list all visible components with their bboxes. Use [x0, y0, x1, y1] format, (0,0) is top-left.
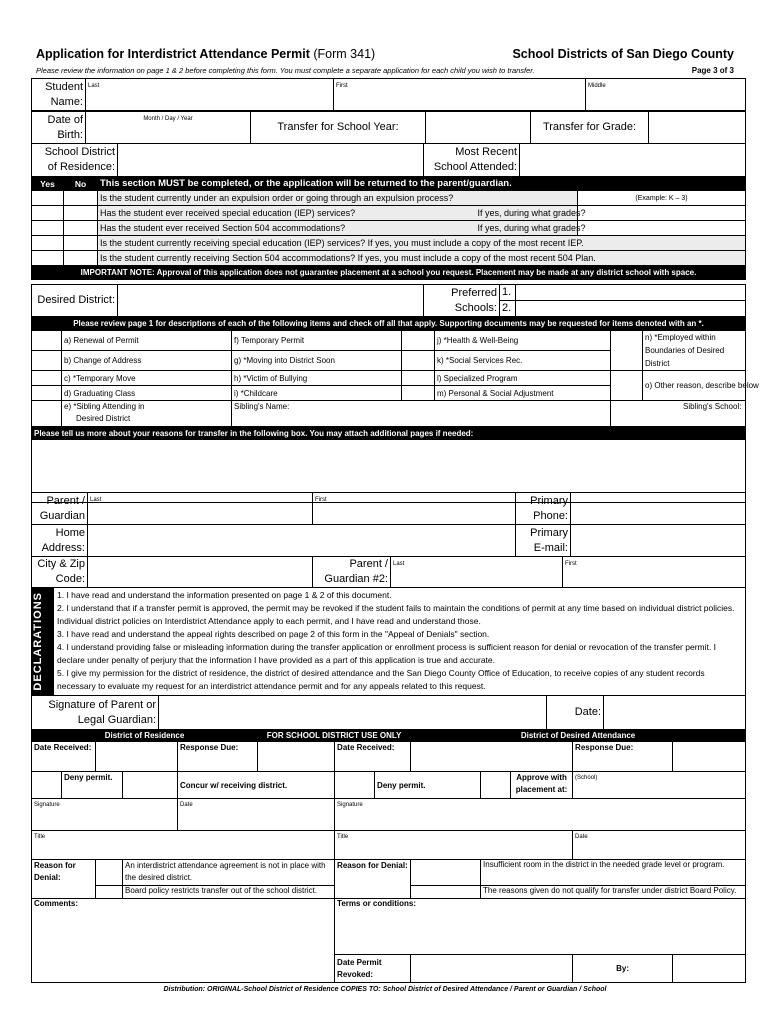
- response-due-label-right: Response Due:: [573, 742, 673, 772]
- sibling-name-field[interactable]: Sibling's Name:: [232, 401, 611, 427]
- page-number: Page 3 of 3: [691, 66, 734, 75]
- student-middle-field[interactable]: Middle: [586, 79, 746, 111]
- desired-district-field[interactable]: [118, 285, 424, 317]
- approve-school-field[interactable]: (School): [573, 772, 746, 799]
- signature-date-label: Date:: [547, 696, 604, 730]
- reason-denial-label-right: Reason for Denial:: [335, 860, 411, 899]
- reason-d-checkbox[interactable]: [32, 386, 62, 401]
- sibling-school-field[interactable]: Sibling's School:: [611, 401, 746, 427]
- reason-l-label: l) Specialized Program: [435, 371, 611, 386]
- home-address-label: Home Address:: [32, 525, 88, 557]
- parent2-first-field[interactable]: First: [563, 557, 746, 588]
- left-reason-1: An interdistrict attendance agreement is not in place with the desired district.: [123, 860, 335, 886]
- date-field-left[interactable]: Date: [178, 799, 335, 831]
- q5-text: Is the student currently receiving Section 504 accommodations? If yes, you must include a copy of the most recent 504 Plan.: [98, 251, 746, 266]
- desired-table: [31, 284, 746, 317]
- revoked-field[interactable]: [411, 955, 573, 983]
- date-received-label-left: Date Received:: [32, 742, 96, 772]
- q1-text: Is the student currently under an expulsion order or going through an expulsion process?: [98, 191, 578, 206]
- reason-i-label: i) *Childcare: [232, 386, 402, 401]
- concur-label: Concur w/ receiving district.: [178, 772, 335, 799]
- declaration-5: 5. I give my permission for the district of residence, the district of desired attendance and the San Diego County Office of Education, to receive copies of any student records necessary to evaluate my request for an interdistrict attendance permit and for any appeals related to this request.: [57, 668, 705, 691]
- q2-no-box[interactable]: [64, 206, 98, 221]
- transfer-grade-label: Transfer for Grade:: [531, 112, 649, 144]
- transfer-year-field[interactable]: [426, 112, 531, 144]
- q5-no-box[interactable]: [64, 251, 98, 266]
- city-table: [31, 556, 746, 588]
- reason-g-label: g) *Moving into District Soon: [232, 351, 402, 371]
- q1-no-box[interactable]: [64, 191, 98, 206]
- signature-label: Signature of Parent or Legal Guardian:: [32, 696, 159, 730]
- signature-field-right[interactable]: Signature: [335, 799, 746, 831]
- residence-table: [31, 143, 746, 177]
- parent2-label: Parent / Guardian #2:: [313, 557, 391, 588]
- response-due-label-left: Response Due:: [178, 742, 258, 772]
- q4-yes-box[interactable]: [32, 236, 64, 251]
- revoked-label: Date Permit Revoked:: [335, 955, 411, 983]
- desired-district-label: Desired District:: [32, 285, 118, 317]
- parent-first-field[interactable]: First: [313, 493, 516, 525]
- reason-b-label: b) Change of Address: [62, 351, 232, 371]
- right-reason-1-checkbox[interactable]: [411, 860, 481, 886]
- signature-field[interactable]: [159, 696, 547, 730]
- primary-phone-label: Primary Phone:: [516, 493, 571, 525]
- reason-o-label: o) Other reason, describe below: [643, 371, 746, 401]
- reason-e-checkbox[interactable]: [32, 401, 62, 427]
- right-reason-2-checkbox[interactable]: [411, 886, 481, 899]
- reason-m-checkbox[interactable]: [402, 386, 435, 401]
- reason-k-checkbox[interactable]: [402, 351, 435, 371]
- dob-table: [31, 111, 746, 144]
- transfer-year-label: Transfer for School Year:: [251, 112, 426, 144]
- tell-more-banner: Please tell us more about your reasons for transfer in the following box. You may attach additional pages if needed:: [32, 427, 746, 440]
- district-residence-label: School District of Residence:: [32, 144, 118, 177]
- recent-school-field[interactable]: [520, 144, 746, 177]
- left-reason-1-checkbox[interactable]: [96, 860, 123, 886]
- reason-f-label: f) Temporary Permit: [232, 331, 402, 351]
- dob-label: Date of Birth:: [32, 112, 86, 144]
- reason-n-label: n) *Employed within Boundaries of Desired District: [643, 331, 746, 371]
- by-label: By:: [573, 955, 673, 983]
- student-info-table: [31, 78, 746, 111]
- reason-c-checkbox[interactable]: [32, 371, 62, 386]
- reasons-table: [31, 316, 759, 503]
- reason-o-checkbox[interactable]: [611, 371, 643, 401]
- important-note: IMPORTANT NOTE: Approval of this application does not guarantee placement at a school you request. Placement may be made at any district school with space.: [32, 266, 746, 280]
- declaration-1: 1. I have read and understand the information presented on page 1 & 2 of this document.: [57, 590, 392, 600]
- date-received-field-left[interactable]: [96, 742, 178, 772]
- preferred-school-2-field[interactable]: [516, 301, 746, 317]
- reason-n-checkbox[interactable]: [611, 331, 643, 371]
- deny-checkbox-right[interactable]: [335, 772, 375, 799]
- response-due-field-right[interactable]: [673, 742, 746, 772]
- parent-label: Parent / Guardian: [32, 493, 88, 525]
- desired-attendance-header: District of Desired Attendance: [411, 730, 746, 742]
- home-address-field[interactable]: [88, 525, 516, 557]
- q2-yes-box[interactable]: [32, 206, 64, 221]
- grade-example: (Example: K – 3): [578, 191, 746, 206]
- declaration-3: 3. I have read and understand the appeal rights described on page 2 of this form in the "Appeal of Denials" section.: [57, 629, 490, 639]
- signature-table: [31, 695, 746, 730]
- org-name: School Districts of San Diego County: [512, 47, 734, 61]
- concur-checkbox[interactable]: [123, 772, 178, 799]
- recent-school-label: Most Recent School Attended:: [424, 144, 520, 177]
- deny-checkbox-left[interactable]: [32, 772, 62, 799]
- reason-c-label: c) *Temporary Move: [62, 371, 232, 386]
- no-header: No: [64, 177, 98, 191]
- title-field-right[interactable]: Title: [335, 831, 573, 860]
- deny-permit-label-left: Deny permit.: [62, 772, 123, 799]
- signature-field-left[interactable]: Signature: [32, 799, 178, 831]
- left-reason-2-checkbox[interactable]: [96, 886, 123, 899]
- deny-permit-label-right: Deny permit.: [375, 772, 481, 799]
- date-received-label-right: Date Received:: [335, 742, 411, 772]
- office-use-header: FOR SCHOOL DISTRICT USE ONLY: [258, 730, 411, 742]
- questions-table: [31, 176, 746, 280]
- q2-grades-field[interactable]: [578, 206, 746, 221]
- q1-yes-box[interactable]: [32, 191, 64, 206]
- reason-h-label: h) *Victim of Bullying: [232, 371, 402, 386]
- reason-b-checkbox[interactable]: [32, 351, 62, 371]
- q3-text: Has the student ever received Section 504 accommodations? If yes, during what grades?: [98, 221, 578, 236]
- student-last-field[interactable]: Last: [86, 79, 334, 111]
- reason-l-checkbox[interactable]: [402, 371, 435, 386]
- parent2-last-field[interactable]: Last: [391, 557, 563, 588]
- declarations-table: [31, 587, 746, 696]
- reason-k-label: k) *Social Services Rec.: [435, 351, 611, 371]
- preferred-school-1-field[interactable]: [516, 285, 746, 301]
- reason-e-label: e) *Sibling Attending in Desired District: [62, 401, 232, 427]
- dob-field[interactable]: Month / Day / Year: [86, 112, 251, 144]
- district-residence-field[interactable]: [118, 144, 424, 177]
- by-field[interactable]: [673, 955, 746, 983]
- form-title: Application for Interdistrict Attendance Permit (Form 341): [36, 47, 376, 61]
- q4-text: Is the student currently receiving special education (IEP) services? If yes, you must include a copy of the most recent IEP.: [98, 236, 746, 251]
- q3-no-box[interactable]: [64, 221, 98, 236]
- reason-denial-label-left: Reason for Denial:: [32, 860, 96, 899]
- preferred-schools-label: Preferred Schools:: [424, 285, 500, 317]
- school-option-2-label: 2.: [500, 301, 516, 317]
- residence-header: District of Residence: [32, 730, 258, 742]
- reason-a-label: a) Renewal of Permit: [62, 331, 232, 351]
- school-option-1-label: 1.: [500, 285, 516, 301]
- q3-yes-box[interactable]: [32, 221, 64, 236]
- primary-email-label: Primary E-mail:: [516, 525, 571, 557]
- city-zip-label: City & Zip Code:: [32, 557, 88, 588]
- q2-text: Has the student ever received special education (IEP) services? If yes, during what grades?: [98, 206, 578, 221]
- q5-yes-box[interactable]: [32, 251, 64, 266]
- reason-a-checkbox[interactable]: [32, 331, 62, 351]
- declaration-2: 2. I understand that if a transfer permit is approved, the permit may be revoked if the student fails to maintain the conditions of permit at any time based on individual district policies. Individual district policies on Interdistrict Attendance apply to each permit, and I have read and understand those.: [57, 603, 735, 626]
- student-name-label: Student Name:: [32, 79, 86, 111]
- q3-grades-field[interactable]: [578, 221, 746, 236]
- distribution-footer: Distribution: ORIGINAL-School District of Residence COPIES TO: School District of Desired Attendance / Parent or Guardian / School: [163, 986, 607, 993]
- date-received-field-right[interactable]: [411, 742, 573, 772]
- primary-email-field[interactable]: [571, 525, 746, 557]
- student-first-field[interactable]: First: [334, 79, 586, 111]
- reason-j-checkbox[interactable]: [402, 331, 435, 351]
- declaration-4: 4. I understand providing false or misleading information during the transfer application or enrollment process is sufficient reason for denial or revocation of the transfer permit. I declare under penalty of perjury that the information I have provided as a part of this application is true and accurate.: [57, 642, 716, 665]
- approve-label: Approve with placement at:: [511, 772, 573, 799]
- parent-table: [31, 492, 746, 557]
- right-reason-2: The reasons given do not qualify for transfer under district Board Policy.: [481, 886, 746, 899]
- comments-field[interactable]: Comments:: [32, 899, 335, 983]
- right-reason-1: Insufficient room in the district in the needed grade level or program.: [481, 860, 746, 886]
- city-zip-field[interactable]: [88, 557, 313, 588]
- reasons-banner: Please review page 1 for descriptions of each of the following items and check off all that apply. Supporting documents may be requested for items denoted with an *.: [32, 317, 746, 331]
- terms-field[interactable]: Terms or conditions:: [335, 899, 746, 955]
- date-field-right[interactable]: Date: [573, 831, 746, 860]
- q4-no-box[interactable]: [64, 236, 98, 251]
- reason-d-label: d) Graduating Class: [62, 386, 232, 401]
- approve-checkbox[interactable]: [481, 772, 511, 799]
- declarations-label: DECLARATIONS: [32, 592, 44, 691]
- signature-date-field[interactable]: [604, 696, 746, 730]
- office-use-table: [31, 729, 746, 983]
- yes-header: Yes: [32, 177, 64, 191]
- declarations-text: [54, 588, 746, 696]
- transfer-grade-field[interactable]: [649, 112, 746, 144]
- declarations-side: [32, 588, 54, 696]
- left-reason-2: Board policy restricts transfer out of the school district.: [123, 886, 335, 899]
- title-field-left[interactable]: Title: [32, 831, 335, 860]
- instructions: Please review the information on page 1 & 2 before completing this form. You must complete a separate application for each child you wish to transfer.: [36, 66, 535, 75]
- questions-banner: This section MUST be completed, or the application will be returned to the parent/guardian.: [98, 177, 746, 191]
- reason-m-label: m) Personal & Social Adjustment: [435, 386, 611, 401]
- reason-j-label: j) *Health & Well-Being: [435, 331, 611, 351]
- response-due-field-left[interactable]: [258, 742, 335, 772]
- parent-last-field[interactable]: Last: [88, 493, 313, 525]
- primary-phone-field[interactable]: [571, 493, 746, 525]
